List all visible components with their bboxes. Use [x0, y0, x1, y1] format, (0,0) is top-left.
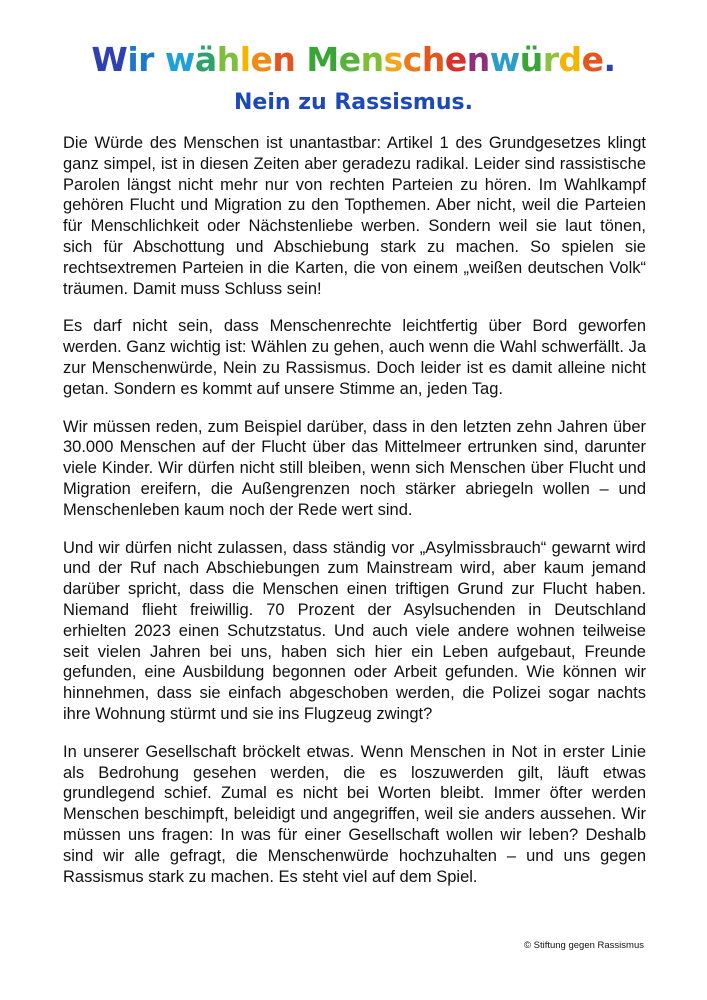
title-letter: M	[306, 40, 339, 79]
title-letter: ir	[127, 40, 154, 79]
paragraph-5: In unserer Gesellschaft bröckelt etwas. Wenn Menschen in Not in erster Linie als Bedrohung gesehen werden, die es loszuwerden gilt, läuft etwas grundlegend schief. Zumal es nicht bei Worten bleibt. Immer öfter werden Menschen beschimpft, beleidigt und angegriffen, weil sie anders aussehen. Wir müssen uns fragen: In was für einer Gesellschaft wollen wir leben? Deshalb sind wir alle gefragt, die Menschenwürde hochzuhalten – und uns gegen Rassismus stark zu machen. Es steht viel auf dem Spiel.	[63, 742, 646, 886]
title-letter: h	[421, 40, 445, 79]
title-letter: ü	[519, 40, 543, 79]
title-letter: c	[402, 40, 422, 79]
title-letter: s	[383, 40, 403, 79]
title-letter: e	[444, 40, 467, 79]
title-letter: W	[91, 40, 128, 79]
title-letter	[295, 40, 306, 79]
title-letter: .	[603, 40, 616, 79]
copyright-footer: © Stiftung gegen Rassismus	[523, 940, 644, 951]
title-letter: d	[558, 40, 582, 79]
title-letter: w	[489, 40, 520, 79]
title-letter: n	[360, 40, 384, 79]
paragraph-3: Wir müssen reden, zum Beispiel darüber, dass in den letzten zehn Jahren über 30.000 Menschen auf der Flucht über das Mittelmeer ertrunken sind, darunter viele Kinder. Wir dürfen nicht still bleiben, wenn sich Menschen über Flucht und Migration ereifern, die Außengrenzen noch stärker abriegeln wollen – und Menschenleben kaum noch der Rede wert sind.	[63, 417, 646, 519]
title-letter: n	[466, 40, 490, 79]
title-letter: l	[239, 40, 251, 79]
title-letter: e	[338, 40, 361, 79]
paragraph-4: Und wir dürfen nicht zulassen, dass ständig vor „Asylmissbrauch“ gewarnt wird und der Ruf nach Abschiebungen zum Mainstream wird, aber kaum jemand darüber spricht, dass die Menschen einen triftigen Grund zur Flucht haben. Niemand flieht freiwillig. 70 Prozent der Asylsuchenden in Deutschland erhielten 2023 einen Schutzstatus. Und auch viele andere wohnen teilweise seit vielen Jahren bei uns, haben sich hier ein Leben aufgebaut, Freunde gefunden, eine Ausbildung begonnen oder Arbeit gefunden. Wie können wir hinnehmen, dass sie einfach abgeschoben werden, die Polizei sogar nachts ihre Wohnung stürmt und sie ins Flugzeug zwingt?	[63, 538, 646, 723]
title-letter: w	[164, 40, 195, 79]
page-subtitle: Nein zu Rassismus.	[234, 90, 473, 115]
page-title	[0, 38, 707, 82]
title-letter: e	[250, 40, 273, 79]
title-letter: e	[581, 40, 604, 79]
title-letter: h	[216, 40, 240, 79]
title-letter: n	[272, 40, 296, 79]
paragraph-1: Die Würde des Menschen ist unantastbar: Artikel 1 des Grundgesetzes klingt ganz simpel, ist in diesen Zeiten aber geradezu radikal. Leider sind rassistische Parolen längst nicht mehr nur von rechten Parteien zu hören. Im Wahlkampf gehören Flucht und Migration zu den Topthemen. Aber nicht, weil die Parteien für Menschlichkeit oder Nächstenliebe werben. Sondern weil sie laut tönen, sich für Abschottung und Abschiebung stark zu machen. So spielen sie rechtsextremen Parteien in die Karten, die von einem „weißen deutschen Volk“ träumen. Damit muss Schluss sein!	[63, 134, 646, 298]
title-letter: ä	[194, 40, 217, 79]
title-letter	[154, 40, 165, 79]
article-body	[63, 133, 646, 904]
paragraph-2: Es darf nicht sein, dass Menschenrechte leichtfertig über Bord geworfen werden. Ganz wichtig ist: Wählen zu gehen, auch wenn die Wahl schwerfällt. Ja zur Menschenwürde, Nein zu Rassismus. Doch leider ist es damit alleine nicht getan. Sondern es kommt auf unsere Stimme an, jeden Tag.	[63, 317, 646, 398]
title-letter: r	[542, 40, 559, 79]
